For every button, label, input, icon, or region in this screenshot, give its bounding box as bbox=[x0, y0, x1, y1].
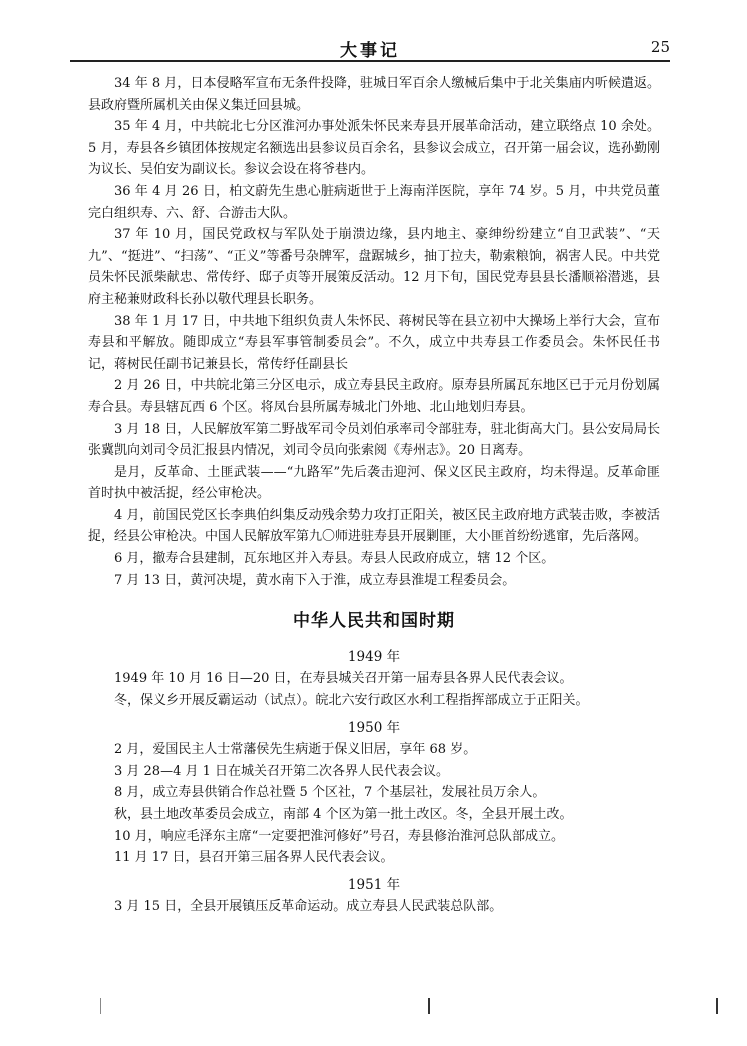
chronicle-entry: 3 月 28—4 月 1 日在城关召开第二次各界人民代表会议。 bbox=[114, 763, 450, 779]
scan-artifacts bbox=[0, 990, 747, 1030]
paragraph: 35 年 4 月，中共皖北七分区淮河办事处派朱怀民来寿县开展革命活动，建立联络点 10 余处。5 月，寿县各乡镇团体按规定名额选出县参议员百余名，县参议会成立，召开第一届会议，选孙勤刚为议长、吴伯安为副议长。参议会设在将爷巷内。 bbox=[88, 119, 660, 178]
section-title: 中华人民共和国时期 bbox=[293, 611, 455, 632]
paragraph: 38 年 1 月 17 日，中共地下组织负责人朱怀民、蒋树民等在县立初中大操场上举行大会，宣布寿县和平解放。随即成立“寿县军事管制委员会”。不久，成立中共寿县工作委员会。朱怀民任书记，蒋树民任副书记兼县长，常传纾任副县长 bbox=[88, 313, 660, 372]
chronicle-entry: 10 月，响应毛泽东主席“一定要把淮河修好”号召，寿县修治淮河总队部成立。 bbox=[114, 828, 564, 844]
paragraph: 7 月 13 日，黄河决堤，黄水南下入于淮，成立寿县淮堤工程委员会。 bbox=[114, 572, 516, 588]
paragraph: 34 年 8 月，日本侵略军宣布无条件投降，驻城日军百余人缴械后集中于北关集庙内听候遣返。县政府暨所属机关由保义集迁回县城。 bbox=[88, 76, 660, 113]
scan-mark bbox=[100, 998, 101, 1014]
header-rule bbox=[70, 60, 670, 62]
year-heading: 1949 年 bbox=[347, 648, 401, 665]
paragraph: 是月，反革命、土匪武装——“九路军”先后袭击迎河、保义区民主政府，均未得逞。反革命匪首时执中被活捉，经公审枪决。 bbox=[88, 464, 660, 502]
page-header bbox=[70, 30, 670, 60]
chronicle-entry: 11 月 17 日，县召开第三届各界人民代表会议。 bbox=[114, 850, 394, 866]
running-title: 大事记 bbox=[340, 41, 400, 61]
chronicle-entry: 8 月，成立寿县供销合作总社暨 5 个区社，7 个基层社，发展社员万余人。 bbox=[114, 785, 546, 801]
chronicle-entry: 冬，保义乡开展反霸运动（试点）。皖北六安行政区水利工程指挥部成立于正阳关。 bbox=[114, 693, 589, 709]
scan-mark bbox=[716, 998, 718, 1014]
paragraph: 4 月，前国民党区长李典伯纠集反动残余势力攻打正阳关，被区民主政府地方武装击败，李被活捉，经县公审枪决。中国人民解放军第九〇师进驻寿县开展剿匪，大小匪首纷纷逃窜，先后落网。 bbox=[88, 507, 660, 545]
paragraph: 36 年 4 月 26 日，柏文蔚先生患心脏病逝世于上海南洋医院，享年 74 岁。5 月，中共党员董完白组织寿、六、舒、合游击大队。 bbox=[88, 183, 660, 221]
year-heading: 1951 年 bbox=[347, 876, 401, 893]
scan-mark bbox=[428, 998, 430, 1014]
paragraph: 37 年 10 月，国民党政权与军队处于崩溃边缘，县内地主、豪绅纷纷建立“自卫武装”、“天九”、“挺进”、“扫荡”、“正义”等番号杂牌军，盘踞城乡，抽丁拉夫，勒索粮饷，祸害人民。中共党员朱怀民派柴献忠、常传纾、邸子贞等开展策反活动。12 月下旬，国民党寿县县长潘顺裕潜逃，县府主秘兼财政科长孙以敬代理县长职务。 bbox=[88, 227, 660, 307]
paragraph: 3 月 18 日，人民解放军第二野战军司令员刘伯承率司令部驻寿，驻北街高大门。县公安局局长张冀凯向刘司令员汇报县内情况，刘司令员向张索阅《寿州志》。20 日离寿。 bbox=[88, 421, 660, 459]
page-number: 25 bbox=[650, 38, 670, 56]
chronicle-entry: 秋，县土地改革委员会成立，南部 4 个区为第一批土改区。冬，全县开展土改。 bbox=[114, 807, 573, 822]
chronicle-entry: 3 月 15 日，全县开展镇压反革命运动。成立寿县人民武装总队部。 bbox=[114, 899, 503, 915]
page-body bbox=[88, 73, 660, 918]
paragraph: 6 月，撤寿合县建制，瓦东地区并入寿县。寿县人民政府成立，辖 12 个区。 bbox=[114, 551, 555, 567]
chronicle-entry: 1949 年 10 月 16 日—20 日，在寿县城关召开第一届寿县各界人民代表会议。 bbox=[114, 671, 573, 687]
year-heading: 1950 年 bbox=[347, 719, 401, 736]
paragraph: 2 月 26 日，中共皖北第三分区电示，成立寿县民主政府。原寿县所属瓦东地区已于元月份划属寿合县。寿县辖瓦西 6 个区。将凤台县所属寿城北门外地、北山地划归寿县。 bbox=[88, 378, 660, 415]
chronicle-entry: 2 月，爱国民主人士常藩侯先生病逝于保义旧居，享年 68 岁。 bbox=[114, 742, 477, 758]
